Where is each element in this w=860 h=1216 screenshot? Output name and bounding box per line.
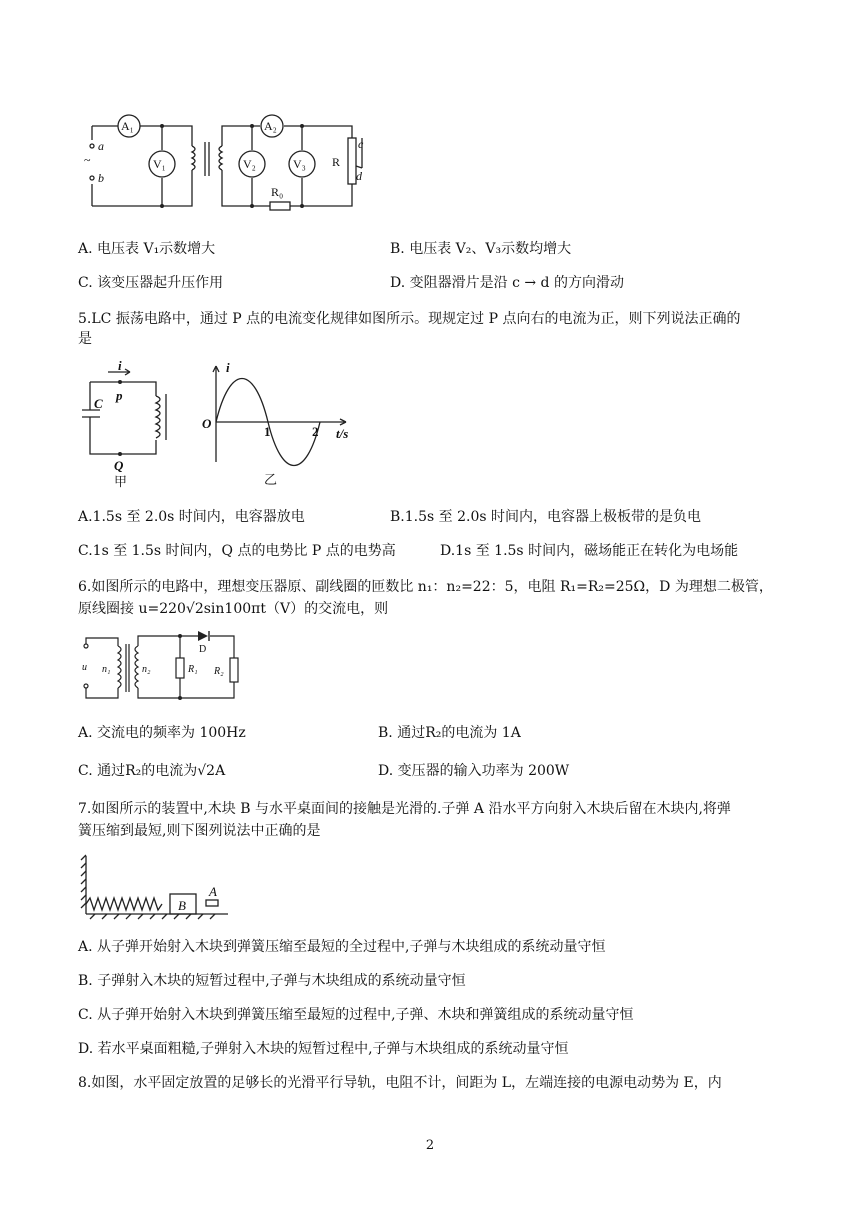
ac-symbol: ~ — [84, 153, 91, 167]
q6-option-b: B. 通过R₂的电流为 1A — [378, 725, 521, 741]
q5-stem-line1: 5.LC 振荡电路中，通过 P 点的电流变化规律如图所示。现规定过 P 点向右的电流为正，则下列说法正确的 — [78, 311, 741, 327]
lc-caption: 甲 — [114, 474, 128, 489]
n2-label: n₂ — [142, 664, 151, 675]
r1-label: R₁ — [188, 664, 198, 675]
lc-capacitor-label: C — [94, 396, 103, 411]
graph-origin: O — [202, 416, 212, 431]
q7-option-b: B. 子弹射入木块的短暂过程中,子弹与木块组成的系统动量守恒 — [78, 973, 466, 989]
current-time-graph — [196, 362, 366, 490]
v1-label: V₁ — [153, 157, 166, 171]
graph-caption: 乙 — [264, 472, 278, 487]
r0-label: R₀ — [271, 185, 284, 199]
d-label: d — [356, 169, 362, 183]
r2-label: R₂ — [214, 666, 224, 677]
q6-option-a: A. 交流电的频率为 100Hz — [78, 725, 246, 741]
lc-current-label: i — [118, 360, 122, 373]
graph-tick-2: 2 — [312, 424, 319, 439]
q6-stem-line2: 原线圈接 u=220√2sin100πt（V）的交流电，则 — [78, 601, 389, 617]
q7-stem-line2: 簧压缩到最短,则下图列说法中正确的是 — [78, 823, 321, 839]
block-b-label: B — [178, 898, 186, 913]
q8-stem-line1: 8.如图，水平固定放置的足够长的光滑平行导轨，电阻不计，间距为 L，左端连接的电源电动势为 E，内 — [78, 1075, 722, 1091]
q7-option-c: C. 从子弹开始射入木块到弹簧压缩至最短的过程中,子弹、木块和弹簧组成的系统动量守恒 — [78, 1007, 634, 1023]
q6-option-d: D. 变压器的输入功率为 200W — [378, 763, 570, 779]
lc-circuit-figure — [78, 360, 188, 490]
graph-y-label: i — [226, 362, 230, 375]
q5-option-c: C.1s 至 1.5s 时间内，Q 点的电势比 P 点的电势高 — [78, 543, 396, 559]
transformer-circuit-figure — [80, 106, 380, 214]
r-label: R — [332, 155, 341, 169]
a1-label: A₁ — [121, 119, 134, 133]
terminal-a-label: a — [98, 139, 104, 153]
n1-label: n₁ — [102, 664, 111, 675]
v3-label: V₃ — [293, 157, 306, 171]
q5-option-d: D.1s 至 1.5s 时间内，磁场能正在转化为电场能 — [440, 543, 739, 559]
q5-option-b: B.1.5s 至 2.0s 时间内，电容器上极板带的是负电 — [390, 509, 701, 525]
q4-option-b: B. 电压表 V₂、V₃示数均增大 — [390, 241, 572, 257]
q5-option-a: A.1.5s 至 2.0s 时间内，电容器放电 — [78, 509, 305, 525]
diode-label: D — [199, 644, 207, 655]
q6-stem-line1: 6.如图所示的电路中，理想变压器原、副线圈的匝数比 n₁：n₂=22：5，电阻 R₁=R₂=25Ω，D 为理想二极管， — [78, 579, 773, 595]
q5-stem-line2: 是 — [78, 331, 92, 347]
q7-option-d: D. 若水平桌面粗糙,子弹射入木块的短暂过程中,子弹与木块组成的系统动量守恒 — [78, 1041, 569, 1057]
u-label: u — [82, 662, 87, 673]
diode-transformer-circuit — [80, 630, 250, 706]
c-label: c — [358, 137, 364, 151]
spring-block-figure — [78, 852, 238, 922]
q4-option-d: D. 变阻器滑片是沿 c → d 的方向滑动 — [390, 275, 624, 291]
q6-option-c: C. 通过R₂的电流为√2A — [78, 763, 226, 779]
v2-label: V₂ — [243, 157, 256, 171]
graph-x-label: t/s — [336, 426, 349, 441]
q4-option-c: C. 该变压器起升压作用 — [78, 275, 224, 291]
terminal-b-label: b — [98, 171, 104, 185]
page-number: 2 — [425, 1138, 435, 1153]
q7-stem-line1: 7.如图所示的装置中,木块 B 与水平桌面间的接触是光滑的.子弹 A 沿水平方向射入木块后留在木块内,将弹 — [78, 801, 731, 817]
a2-label: A₂ — [264, 119, 277, 133]
bullet-a-label: A — [209, 884, 217, 899]
lc-point-q-label: Q — [114, 458, 124, 473]
lc-point-p-label: p — [116, 388, 123, 403]
q4-option-a: A. 电压表 V₁示数增大 — [78, 241, 216, 257]
q7-option-a: A. 从子弹开始射入木块到弹簧压缩至最短的全过程中,子弹与木块组成的系统动量守恒 — [78, 939, 606, 955]
graph-tick-1: 1 — [264, 424, 271, 439]
